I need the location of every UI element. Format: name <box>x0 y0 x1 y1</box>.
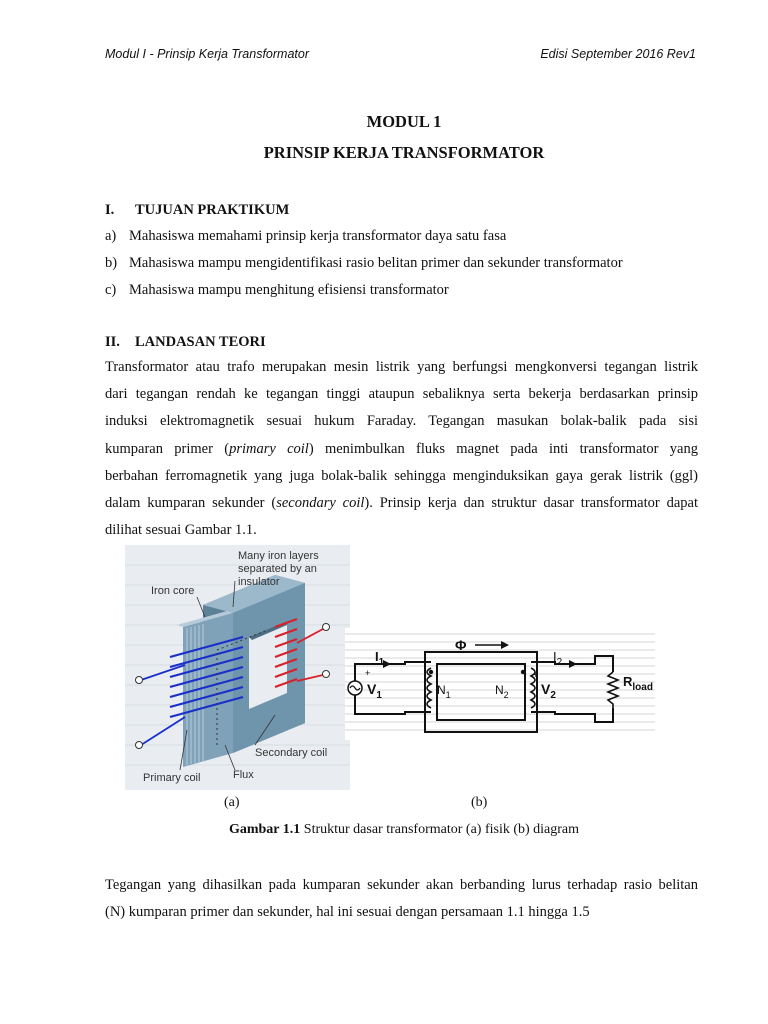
figure-label-a: (a) <box>224 795 240 810</box>
label-v1: $V_1$ <box>367 681 382 701</box>
paragraph-line: dilihat sesuai Gambar 1.1. <box>105 522 257 539</box>
section-title: TUJUAN PRAKTIKUM <box>135 202 290 218</box>
label-rload: $R_{load}$ <box>623 674 653 693</box>
running-header-edition: Edisi September 2016 Rev1 <box>540 47 696 61</box>
polarity-plus: + <box>365 668 371 678</box>
item-text: Mahasiswa mampu mengidentifikasi rasio belitan primer dan sekunder transformator <box>129 255 623 271</box>
polarity-dot <box>521 670 525 674</box>
section-title: LANDASAN TEORI <box>135 334 266 350</box>
primary-terminal <box>136 742 143 749</box>
label-i2: $I_2$ <box>553 649 563 668</box>
term-secondary-coil: secondary coil <box>276 494 365 511</box>
figure-b-transformer-diagram <box>345 628 655 740</box>
objective-item <box>105 228 506 245</box>
module-title: PRINSIP KERJA TRANSFORMATOR <box>263 143 545 162</box>
item-label: a) <box>105 228 117 244</box>
label-secondary-coil: Secondary coil <box>255 747 328 759</box>
text-run: ). Prinsip kerja dan struktur dasar transformator dapat <box>364 494 698 511</box>
label-iron-core: Iron core <box>151 585 195 597</box>
paragraph-line: (N) kumparan primer dan sekunder, hal ini sesuai dengan persamaan 1.1 hingga 1.5 <box>105 904 590 921</box>
running-header-title: Modul I - Prinsip Kerja Transformator <box>105 47 309 61</box>
secondary-terminal <box>323 624 330 631</box>
paragraph-line: Transformator atau trafo merupakan mesin listrik yang berfungsi mengkonversi tegangan listrik <box>105 359 698 375</box>
paragraph-line: dari tegangan rendah ke tegangan tinggi ataupun sebaliknya serta bekerja berdasarkan prinsip <box>105 386 698 403</box>
label-flux: Flux <box>233 769 254 781</box>
section-heading-theory <box>105 334 266 351</box>
primary-terminal <box>136 677 143 684</box>
label-iron-layers: Many iron layers <box>238 550 319 562</box>
term-primary-coil: primary coil <box>229 440 309 457</box>
paragraph-line: berbahan ferromagnetik yang juga bolak-balik sehingga menginduksikan gaya gerak listrik (ggl) <box>105 467 698 484</box>
paragraph-line <box>105 490 698 517</box>
figure-label-b: (b) <box>471 795 488 810</box>
text-run: ) menimbulkan fluks magnet pada inti transformator yang <box>308 440 698 457</box>
paragraph-line: Tegangan yang dihasilkan pada kumparan sekunder akan berbanding lurus terhadap rasio belitan <box>105 877 698 893</box>
label-n1: $N_1$ <box>437 683 451 700</box>
caption-number: Gambar 1.1 <box>228 822 301 837</box>
text-run: kumparan primer ( <box>105 440 230 457</box>
paragraph-line: induksi elektromagnetik sesuai hukum Faraday. Tegangan masukan bolak-balik pada sisi <box>105 413 698 430</box>
label-iron-layers: separated by an <box>238 563 317 575</box>
item-text: Mahasiswa memahami prinsip kerja transformator daya satu fasa <box>129 228 507 244</box>
section-number: I. <box>105 202 115 218</box>
paragraph-line <box>105 436 698 463</box>
item-text: Mahasiswa mampu menghitung efisiensi transformator <box>129 282 449 298</box>
label-i1: $I_1$ <box>375 649 385 668</box>
figure-a-physical-transformer <box>125 545 350 790</box>
polarity-plus: + <box>533 670 539 680</box>
label-primary-coil: Primary coil <box>143 772 201 784</box>
polarity-dot <box>429 670 433 674</box>
label-flux-phi: Φ <box>455 637 467 653</box>
figure-caption <box>0 822 768 838</box>
label-iron-layers: insulator <box>238 576 280 588</box>
secondary-terminal <box>323 671 330 678</box>
closing-paragraph <box>105 872 698 926</box>
text-run: dalam kumparan sekunder ( <box>105 494 277 511</box>
caption-text: Struktur dasar transformator (a) fisik (b) diagram <box>300 822 580 837</box>
objective-item <box>105 282 449 299</box>
item-label: b) <box>105 255 118 271</box>
theory-paragraph <box>105 354 698 544</box>
section-number: II. <box>105 334 120 350</box>
objective-item <box>105 255 623 272</box>
label-n2: $N_2$ <box>495 683 509 700</box>
item-label: c) <box>105 282 117 298</box>
section-heading-objectives <box>105 202 289 219</box>
module-number-title: MODUL 1 <box>366 112 442 131</box>
label-v2: $V_2$ <box>541 681 556 701</box>
